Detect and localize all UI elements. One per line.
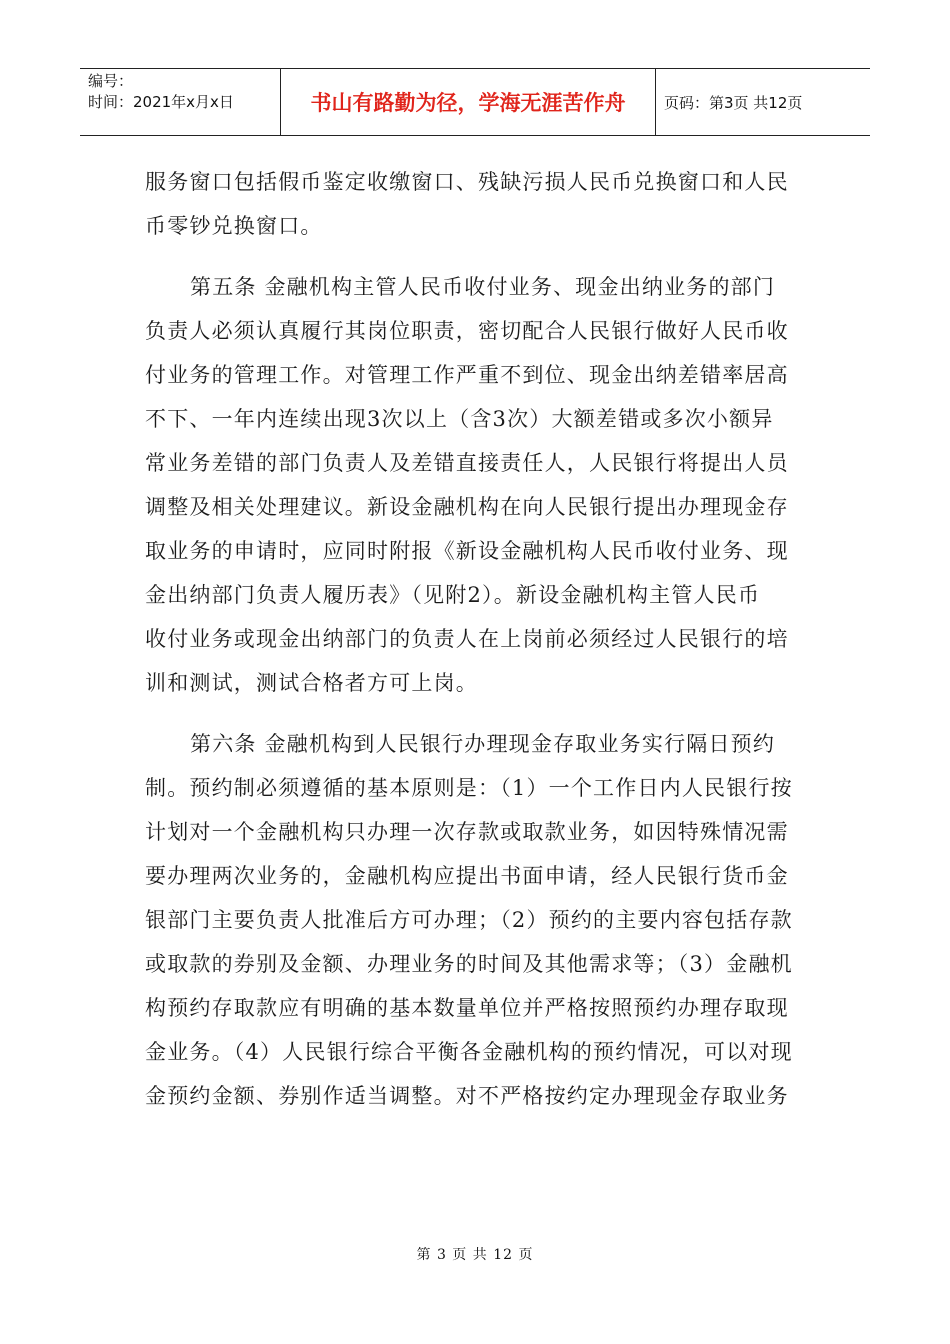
header-motto: 书山有路勤为径，学海无涯苦作舟 [280,69,656,135]
page-footer: 第 3 页 共 12 页 [416,1247,534,1263]
text-line: 常业务差错的部门负责人及差错直接责任人，人民银行将提出人员 [145,451,789,475]
text-line: 或取款的券别及金额、办理业务的时间及其他需求等；（3）金融机 [145,952,793,976]
text-line: 计划对一个金融机构只办理一次存款或取款业务，如因特殊情况需 [145,820,789,844]
paragraph [145,160,810,248]
text-line: 不下、一年内连续出现3次以上（含3次）大额差错或多次小额异 [145,407,774,431]
header-page-label: 页码：第3页 共12页 [664,93,803,112]
text-line: 金出纳部门负责人履历表》（见附2）。新设金融机构主管人民币 [145,583,761,607]
text-line: 制。预约制必须遵循的基本原则是：（1）一个工作日内人民银行按 [145,776,793,800]
text-line: 负责人必须认真履行其岗位职责，密切配合人民银行做好人民币收 [145,319,789,343]
text-line: 构预约存取款应有明确的基本数量单位并严格按照预约办理存取现 [145,996,789,1020]
text-line: 金预约金额、券别作适当调整。对不严格按约定办理现金存取业务 [145,1084,789,1108]
page-header [80,68,870,136]
text-line: 服务窗口包括假币鉴定收缴窗口、残缺污损人民币兑换窗口和人民 [145,170,789,194]
text-line: 要办理两次业务的，金融机构应提出书面申请，经人民银行货币金 [145,864,789,888]
text-line: 调整及相关处理建议。新设金融机构在向人民银行提出办理现金存 [145,495,789,519]
text-line: 取业务的申请时，应同时附报《新设金融机构人民币收付业务、现 [145,539,789,563]
document-number-label: 编号： [88,72,134,90]
text-line: 训和测试，测试合格者方可上岗。 [145,671,478,695]
text-line: 第五条 金融机构主管人民币收付业务、现金出纳业务的部门 [190,275,776,299]
paragraph [145,722,810,1118]
text-line: 金业务。（4）人民银行综合平衡各金融机构的预约情况，可以对现 [145,1040,793,1064]
document-body [145,160,810,1118]
paragraph [145,265,810,705]
header-meta [80,69,280,135]
text-line: 银部门主要负责人批准后方可办理；（2）预约的主要内容包括存款 [145,908,793,932]
text-line: 收付业务或现金出纳部门的负责人在上岗前必须经过人民银行的培 [145,627,789,651]
document-date-label: 时间：2021年x月x日 [88,93,234,111]
text-line: 第六条 金融机构到人民银行办理现金存取业务实行隔日预约 [190,732,776,756]
text-line: 币零钞兑换窗口。 [145,214,323,238]
text-line: 付业务的管理工作。对管理工作严重不到位、现金出纳差错率居高 [145,363,789,387]
